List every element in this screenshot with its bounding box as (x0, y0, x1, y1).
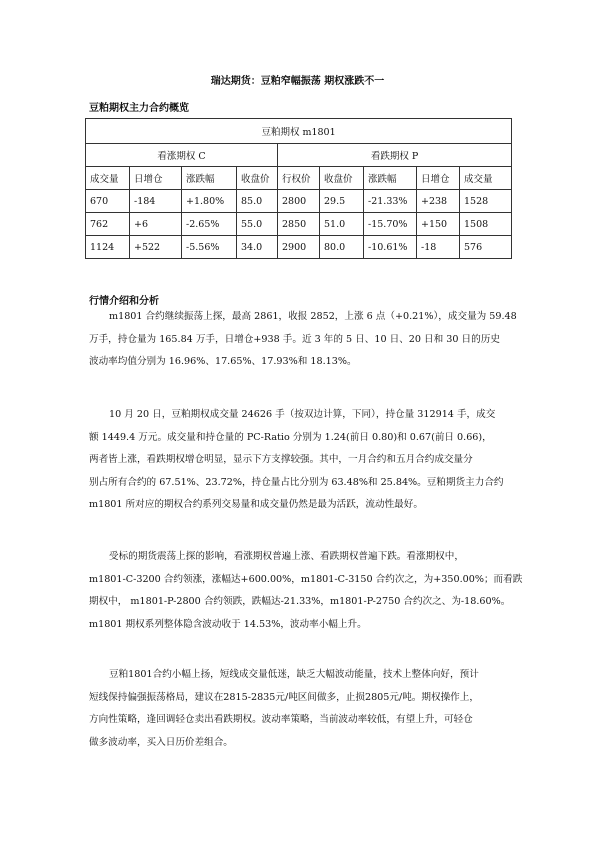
table-cell: -10.61% (364, 236, 417, 259)
table-cell: 1124 (86, 236, 130, 259)
table-cell: -15.70% (364, 213, 417, 236)
paragraph-line: 波动率均值分别为 16.96%、17.65%、17.93%和 18.13%。 (89, 356, 357, 367)
column-header: 成交量 (86, 167, 130, 190)
table-cell: 51.0 (320, 213, 364, 236)
column-header: 行权价 (278, 167, 320, 190)
table-cell: 55.0 (237, 213, 278, 236)
table-cell: 2900 (278, 236, 320, 259)
table-cell: -184 (130, 190, 182, 213)
table-cell: 80.0 (320, 236, 364, 259)
put-options-header: 看跌期权 P (278, 144, 512, 167)
paragraph-line: 豆粕1801合约小幅上扬，短线成交量低迷，缺乏大幅波动能量，技术上整体向好，预计 (109, 669, 479, 680)
table-cell: 2800 (278, 190, 320, 213)
table-cell: 762 (86, 213, 130, 236)
paragraph-line: 做多波动率，买入日历价差组合。 (89, 736, 233, 748)
table-cell: 1528 (460, 190, 512, 213)
paragraph-line: 两者皆上涨，看跌期权增仓明显，显示下方支撑较强。其中，一月合约和五月合约成交量分 (89, 454, 473, 465)
paragraph-line: 别占所有合约的 67.51%、23.72%，持仓量占比分别为 63.48%和 25.84%。豆粕期货主力合约 (89, 476, 504, 488)
paragraph-line: m1801 期权系列整体隐含波动收于 14.53%，波动率小幅上升。 (89, 618, 367, 630)
paragraph-line: m1801-C-3200 合约领涨，涨幅达+600.00%，m1801-C-3150 合约次之，为+350.00%；而看跌 (89, 573, 523, 585)
paragraph-line: 短线保持偏强振荡格局，建议在2815-2835元/吨区间做多，止损2805元/吨。期权操作上， (89, 691, 479, 703)
table-row (86, 190, 512, 213)
paragraph-line: m1801 所对应的期权合约系列交易量和成交量仍然是最为活跃，流动性最好。 (89, 499, 423, 510)
column-header: 收盘价 (320, 167, 364, 190)
table-cell: +238 (417, 190, 460, 213)
table-cell: +1.80% (182, 190, 237, 213)
table-row (86, 236, 512, 259)
table-cell: +6 (130, 213, 182, 236)
column-header: 日增仓 (417, 167, 460, 190)
paragraph-line: m1801 合约继续振荡上探，最高 2861，收报 2852，上涨 6 点（+0.21%），成交量为 59.48 (109, 311, 517, 322)
column-header: 收盘价 (237, 167, 278, 190)
section-heading-overview: 豆粕期权主力合约概览 (89, 103, 189, 114)
paragraph-line: 期权中， m1801-P-2800 合约领跌，跌幅达-21.33%，m1801-P-2750 合约次之、为-18.60%。 (89, 596, 511, 607)
table-caption: 豆粕期权 m1801 (86, 119, 512, 144)
table-cell: 1508 (460, 213, 512, 236)
table-row (86, 213, 512, 236)
table-cell: 34.0 (237, 236, 278, 259)
table-cell: -2.65% (182, 213, 237, 236)
table-cell: 2850 (278, 213, 320, 236)
table-cell: 29.5 (320, 190, 364, 213)
table-header-row (86, 167, 512, 190)
options-table (85, 118, 512, 259)
paragraph-line: 万手，持仓量为 165.84 万手，日增仓+938 手。近 3 年的 5 日、10 日、20 日和 30 日的历史 (89, 333, 500, 345)
column-header: 涨跌幅 (364, 167, 417, 190)
call-options-header: 看涨期权 C (86, 144, 278, 167)
column-header: 日增仓 (130, 167, 182, 190)
paragraph-1 (89, 306, 517, 374)
section-heading-analysis: 行情介绍和分析 (89, 296, 159, 307)
paragraph-line: 10 月 20 日，豆粕期权成交量 24626 手（按双边计算，下同），持仓量 312914 手，成交 (109, 409, 496, 420)
paragraph-3 (89, 546, 523, 636)
table-cell: 85.0 (237, 190, 278, 213)
table-cell: -21.33% (364, 190, 417, 213)
column-header: 涨跌幅 (182, 167, 237, 190)
paragraph-line: 额 1449.4 万元。成交量和持仓量的 PC-Ratio 分别为 1.24(前日 0.80)和 0.67(前日 0.66)， (89, 431, 492, 443)
table-cell: 576 (460, 236, 512, 259)
column-header: 成交量 (460, 167, 512, 190)
table-cell: +522 (130, 236, 182, 259)
table-cell: -18 (417, 236, 460, 259)
table-cell: -5.56% (182, 236, 237, 259)
paragraph-line: 受标的期货震荡上探的影响，看涨期权普遍上涨、看跌期权普遍下跌。看涨期权中， (109, 551, 464, 562)
paragraph-2 (89, 404, 513, 517)
table-cell: +150 (417, 213, 460, 236)
paragraph-4 (89, 664, 513, 754)
document-title: 瑞达期货：豆粕窄幅振荡 期权涨跌不一 (210, 76, 385, 87)
paragraph-line: 方向性策略，逢回调轻仓卖出看跌期权。波动率策略，当前波动率较低，有望上升，可轻仓 (89, 714, 473, 725)
table-cell: 670 (86, 190, 130, 213)
